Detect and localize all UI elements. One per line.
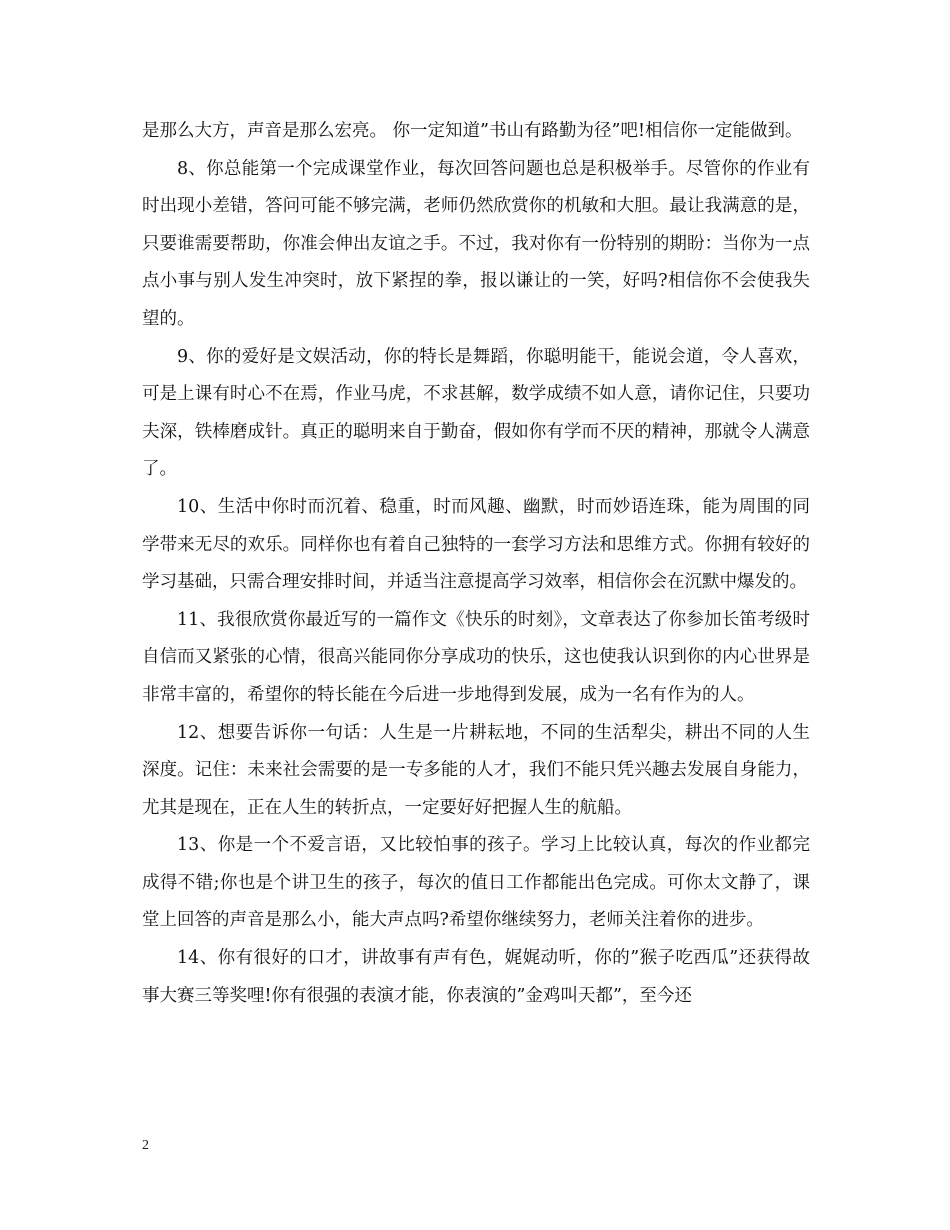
paragraph-10: 10、生活中你时而沉着、稳重，时而风趣、幽默，时而妙语连珠，能为周围的同学带来无尽的欢乐。同样你也有着自己独特的一套学习方法和思维方式。你拥有较好的学习基础，只需合理安排时间，并适当注意提高学习效率，相信你会在沉默中爆发的。 xyxy=(142,496,810,593)
paragraph-12: 12、想要告诉你一句话：人生是一片耕耘地，不同的生活犁尖，耕出不同的人生深度。记住：未来社会需要的是一专多能的人才，我们不能只凭兴趣去发展自身能力，尤其是现在，正在人生的转折点，一定要好好把握人生的航船。 xyxy=(142,722,810,818)
paragraph-continuation: 是那么大方，声音是那么宏亮。 你一定知道”书山有路勤为径”吧!相信你一定能做到。 xyxy=(142,121,803,141)
body-text xyxy=(142,113,810,1015)
paragraph-9: 9、你的爱好是文娱活动，你的特长是舞蹈，你聪明能干，能说会道，令人喜欢，可是上课有时心不在焉，作业马虎，不求甚解，数学成绩不如人意，请你记住，只要功夫深，铁棒磨成针。真正的聪明来自于勤奋，假如你有学而不厌的精神，那就令人满意了。 xyxy=(142,346,810,480)
paragraph-8: 8、你总能第一个完成课堂作业，每次回答问题也总是积极举手。尽管你的作业有时出现小差错，答问可能不够完满，老师仍然欣赏你的机敏和大胆。最让我满意的是，只要谁需要帮助，你准会伸出友谊之手。不过，我对你有一份特别的期盼：当你为一点点小事与别人发生冲突时，放下紧捏的拳，报以谦让的一笑，好吗?相信你不会使我失望的。 xyxy=(142,158,810,329)
paragraph-11: 11、我很欣赏你最近写的一篇作文《快乐的时刻》，文章表达了你参加长笛考级时自信而又紧张的心情，很高兴能同你分享成功的快乐，这也使我认识到你的内心世界是非常丰富的，希望你的特长能在今后进一步地得到发展，成为一名有作为的人。 xyxy=(142,609,810,705)
paragraph-14: 14、你有很好的口才，讲故事有声有色，娓娓动听，你的”猴子吃西瓜”还获得故事大赛三等奖哩!你有很强的表演才能，你表演的”金鸡叫天都”，至今还 xyxy=(142,948,810,1006)
paragraph-13: 13、你是一个不爱言语，又比较怕事的孩子。学习上比较认真，每次的作业都完成得不错;你也是个讲卫生的孩子，每次的值日工作都能出色完成。可你太文静了，课堂上回答的声音是那么小，能大声点吗?希望你继续努力，老师关注着你的进步。 xyxy=(142,835,810,931)
page-number: 2 xyxy=(142,1138,149,1153)
